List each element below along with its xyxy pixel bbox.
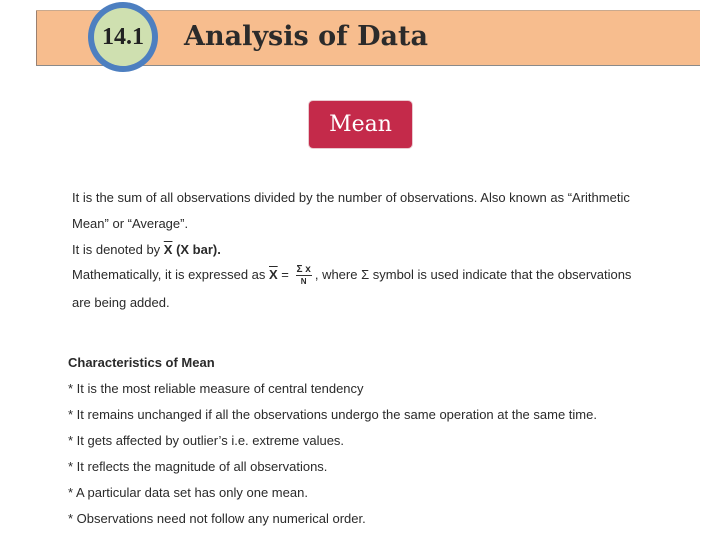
definition-line-1: It is the sum of all observations divided by the number of observations. Also known as “Arithmetic xyxy=(72,190,630,205)
formula-equals: = xyxy=(277,266,293,282)
definition-line-5: are being added. xyxy=(72,295,170,310)
characteristic-item: * A particular data set has only one mean. xyxy=(68,485,308,500)
definition-line-2: Mean” or “Average”. xyxy=(72,216,189,231)
mean-formula xyxy=(296,264,312,287)
characteristic-item: * It gets affected by outlier’s i.e. extreme values. xyxy=(68,433,345,448)
characteristic-item: * Observations need not follow any numerical order. xyxy=(68,511,366,526)
math-prefix: Mathematically, it is expressed as xyxy=(72,266,269,282)
mean-topic-button[interactable]: Mean xyxy=(309,101,412,148)
denoted-suffix: (X bar). xyxy=(172,242,221,257)
characteristic-item: * It is the most reliable measure of central tendency xyxy=(68,381,364,396)
denoted-prefix: It is denoted by xyxy=(72,242,164,257)
formula-line xyxy=(72,264,631,287)
formula-denominator: N xyxy=(300,277,307,286)
characteristics-heading: Characteristics of Mean xyxy=(68,355,215,370)
formula-lhs: $\overline{X}$ xyxy=(269,266,278,282)
denoted-line xyxy=(72,242,221,257)
formula-numerator: Σ x xyxy=(296,264,311,275)
characteristic-item: * It remains unchanged if all the observations undergo the same operation at the same time. xyxy=(68,407,597,422)
math-suffix: , where Σ symbol is used indicate that the observations xyxy=(314,266,632,282)
section-number-badge xyxy=(88,2,158,72)
characteristic-item: * It reflects the magnitude of all observations. xyxy=(68,459,328,474)
x-bar-symbol: $\overline{X}$ xyxy=(163,242,173,257)
page-title: Analysis of Data xyxy=(184,21,428,52)
section-number: 14.1 xyxy=(94,8,152,66)
